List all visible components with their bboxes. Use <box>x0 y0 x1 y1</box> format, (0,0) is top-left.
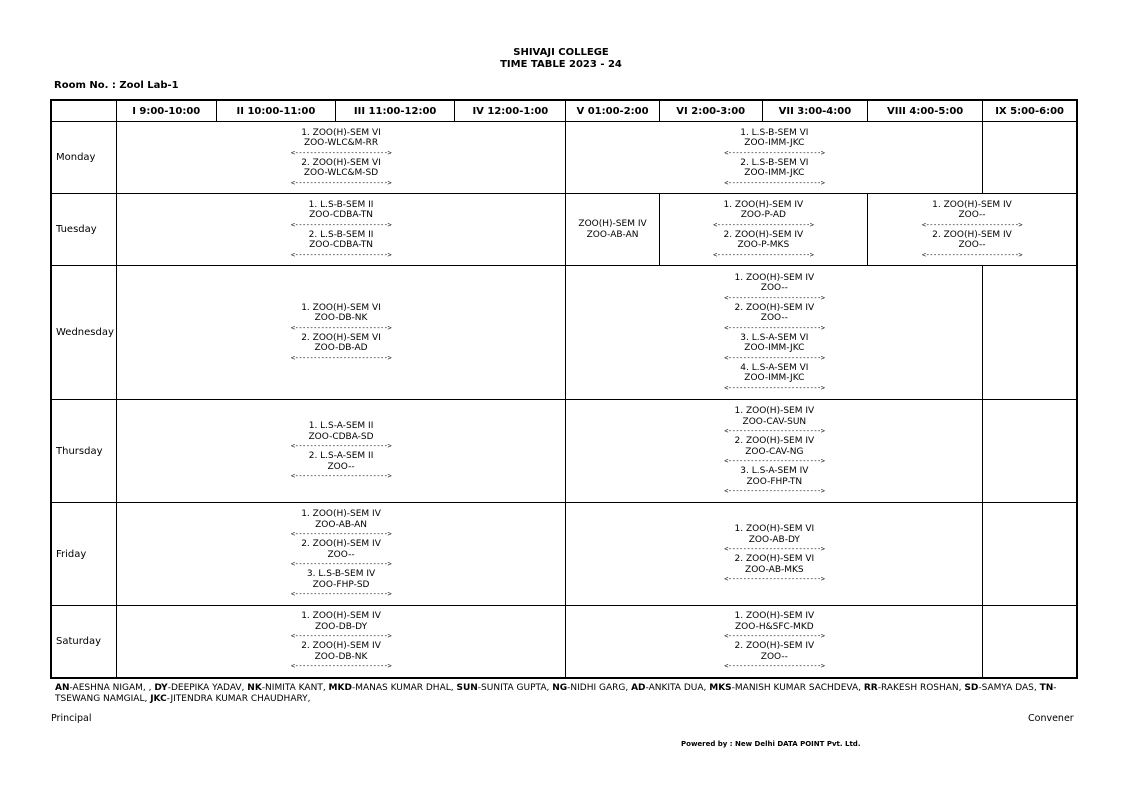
class-paper: ZOO-- <box>327 461 355 472</box>
class-course: 2. ZOO(H)-SEM IV <box>734 302 815 313</box>
faculty-name: -NIMITA KANT, <box>261 683 329 693</box>
class-paper: ZOO-DB-NK <box>314 651 368 662</box>
class-course: 3. L.S-B-SEM IV <box>306 569 376 579</box>
class-slot <box>566 266 983 400</box>
day-row <box>51 122 1077 194</box>
faculty-name: -RAKESH ROSHAN, <box>877 683 965 693</box>
room-number: Room No. : Zool Lab-1 <box>54 80 179 91</box>
span-arrow: <-------------------------> <box>290 442 392 450</box>
day-row <box>51 194 1077 266</box>
class-entry <box>566 219 658 240</box>
class-course: 1. ZOO(H)-SEM IV <box>734 406 815 416</box>
class-course: 2. ZOO(H)-SEM IV <box>734 436 815 446</box>
day-row <box>51 606 1077 678</box>
class-entry <box>566 436 982 466</box>
class-entry <box>117 569 566 599</box>
class-paper: ZOO-CAV-NG <box>745 446 804 457</box>
class-entry <box>566 128 982 158</box>
faculty-code: MKD <box>328 683 352 693</box>
class-slot <box>116 606 566 678</box>
class-paper: ZOO-CDBA-TN <box>309 240 373 250</box>
class-course: 1. ZOO(H)-SEM VI <box>301 302 381 313</box>
faculty-code: TN <box>1039 683 1054 693</box>
class-paper: ZOO-IMM-JKC <box>744 343 805 353</box>
class-paper: ZOO-- <box>327 549 355 560</box>
span-arrow: <-------------------------> <box>724 178 825 187</box>
span-arrow: <-------------------------> <box>724 457 825 465</box>
class-course: 2. L.S-A-SEM II <box>308 451 374 461</box>
class-entry <box>117 451 566 481</box>
period-header-row <box>51 100 1077 122</box>
class-paper: ZOO-WLC&M-RR <box>303 138 379 148</box>
class-paper: ZOO-- <box>958 240 986 250</box>
class-entry <box>117 303 566 333</box>
class-entry <box>868 200 1076 230</box>
class-slot <box>116 266 566 400</box>
class-course: 1. ZOO(H)-SEM IV <box>734 611 815 622</box>
class-entry <box>566 158 982 188</box>
faculty-name: -ANKITA DUA, <box>645 683 710 693</box>
class-paper: ZOO-AB-AN <box>315 519 367 530</box>
period-header: IV 12:00-1:00 <box>455 100 566 122</box>
faculty-name: -SAMYA DAS, <box>978 683 1040 693</box>
faculty-name: -SUNITA GUPTA, <box>477 683 553 693</box>
class-paper: ZOO-IMM-JKC <box>744 168 805 178</box>
day-label: Wednesday <box>51 266 116 400</box>
class-course: 2. ZOO(H)-SEM IV <box>932 229 1012 240</box>
faculty-code: SD <box>964 683 979 693</box>
empty-slot <box>983 122 1077 194</box>
day-label: Tuesday <box>51 194 116 266</box>
faculty-name: -AESHNA NIGAM, , <box>69 683 155 693</box>
span-arrow: <-------------------------> <box>921 220 1023 229</box>
class-course: 1. L.S-B-SEM VI <box>740 127 809 138</box>
class-paper: ZOO-AB-AN <box>586 229 639 240</box>
day-label: Friday <box>51 503 116 606</box>
faculty-code: AD <box>631 683 646 693</box>
class-paper: ZOO-AB-DY <box>748 534 800 545</box>
faculty-code: RR <box>863 683 878 693</box>
class-entry <box>117 230 566 260</box>
period-header: II 10:00-11:00 <box>216 100 335 122</box>
class-entry <box>566 303 982 333</box>
span-arrow: <-------------------------> <box>290 178 392 187</box>
faculty-code: JKC <box>150 694 167 704</box>
faculty-legend <box>55 683 1065 705</box>
class-entry <box>117 509 566 539</box>
class-entry <box>566 406 982 436</box>
class-course: 1. ZOO(H)-SEM VI <box>301 127 381 138</box>
class-slot <box>116 400 566 503</box>
class-course: 4. L.S-A-SEM VI <box>740 362 809 373</box>
faculty-code: MKS <box>709 683 732 693</box>
span-arrow: <-------------------------> <box>290 250 392 259</box>
class-slot <box>566 122 983 194</box>
class-course: 2. ZOO(H)-SEM VI <box>301 157 381 168</box>
faculty-code: DY <box>154 683 168 693</box>
class-paper: ZOO-AB-MKS <box>745 564 804 575</box>
class-course: 3. L.S-A-SEM VI <box>740 332 809 343</box>
class-course: 2. ZOO(H)-SEM VI <box>301 332 381 343</box>
principal-label: Principal <box>51 713 92 724</box>
class-paper: ZOO-P-MKS <box>737 240 790 250</box>
period-header: VIII 4:00-5:00 <box>868 100 983 122</box>
college-name: SHIVAJI COLLEGE <box>513 47 609 58</box>
span-arrow: <-------------------------> <box>290 590 392 598</box>
faculty-name: -JITENDRA KUMAR CHAUDHARY, <box>166 694 311 704</box>
class-paper: ZOO-DB-DY <box>314 621 368 632</box>
class-entry <box>117 641 566 671</box>
class-paper: ZOO-DB-AD <box>314 343 368 353</box>
class-course: 1. ZOO(H)-SEM IV <box>723 199 804 210</box>
span-arrow: <-------------------------> <box>290 560 392 568</box>
class-entry <box>117 421 566 451</box>
span-arrow: <-------------------------> <box>921 250 1023 259</box>
class-paper: ZOO-FHP-TN <box>746 476 803 487</box>
span-arrow: <-------------------------> <box>724 662 825 671</box>
span-arrow: <-------------------------> <box>290 632 392 641</box>
corner-cell <box>51 100 116 122</box>
class-entry <box>660 200 867 230</box>
faculty-name: -DEEPIKA YADAV, <box>167 683 248 693</box>
class-entry <box>566 466 982 496</box>
faculty-code: NG <box>552 683 568 693</box>
timetable-body <box>51 122 1077 678</box>
span-arrow: <-------------------------> <box>290 472 392 480</box>
timetable-grid <box>50 99 1078 679</box>
span-arrow: <-------------------------> <box>290 662 392 671</box>
span-arrow: <-------------------------> <box>724 383 825 392</box>
class-entry <box>117 158 566 188</box>
class-entry <box>117 539 566 569</box>
class-course: 1. L.S-B-SEM II <box>308 199 374 210</box>
class-entry <box>566 611 982 641</box>
day-row <box>51 503 1077 606</box>
day-row <box>51 266 1077 400</box>
class-paper: ZOO-FHP-SD <box>312 579 370 590</box>
class-entry <box>117 333 566 363</box>
class-course: 2. ZOO(H)-SEM IV <box>734 641 815 652</box>
class-entry <box>117 200 566 230</box>
class-entry <box>660 230 867 260</box>
span-arrow: <-------------------------> <box>290 530 392 538</box>
span-arrow: <-------------------------> <box>724 353 825 362</box>
class-entry <box>566 554 982 584</box>
powered-by-credit: Powered by : New Delhi DATA POINT Pvt. Ltd. <box>681 740 861 748</box>
class-entry <box>566 524 982 554</box>
period-header: VII 3:00-4:00 <box>762 100 867 122</box>
span-arrow: <-------------------------> <box>724 575 825 583</box>
class-course: 2. ZOO(H)-SEM IV <box>301 641 381 652</box>
empty-slot <box>983 266 1077 400</box>
class-paper: ZOO-- <box>760 283 788 293</box>
class-course: 2. ZOO(H)-SEM IV <box>301 539 381 549</box>
period-header: IX 5:00-6:00 <box>983 100 1077 122</box>
class-slot <box>116 122 566 194</box>
class-course: ZOO(H)-SEM IV <box>578 219 647 229</box>
class-course: 1. ZOO(H)-SEM IV <box>301 611 381 622</box>
faculty-name: -MANISH KUMAR SACHDEVA, <box>731 683 864 693</box>
class-course: 1. ZOO(H)-SEM IV <box>301 509 381 519</box>
class-paper: ZOO-P-AD <box>740 210 786 220</box>
class-paper: ZOO-IMM-JKC <box>744 373 805 383</box>
faculty-name: -TSEWANG NAMGIAL, <box>55 683 1057 704</box>
class-slot <box>566 606 983 678</box>
span-arrow: <-------------------------> <box>724 323 825 332</box>
class-course: 2. L.S-B-SEM II <box>308 229 374 240</box>
class-slot <box>868 194 1077 266</box>
span-arrow: <-------------------------> <box>713 220 814 229</box>
class-course: 1. ZOO(H)-SEM VI <box>734 524 815 534</box>
class-course: 1. ZOO(H)-SEM IV <box>734 272 815 283</box>
class-entry <box>566 363 982 393</box>
day-label: Monday <box>51 122 116 194</box>
class-slot <box>116 194 566 266</box>
empty-slot <box>983 503 1077 606</box>
convener-label: Convener <box>1028 713 1074 724</box>
span-arrow: <-------------------------> <box>724 632 825 641</box>
class-entry <box>566 641 982 671</box>
day-label: Saturday <box>51 606 116 678</box>
span-arrow: <-------------------------> <box>290 353 392 362</box>
day-label: Thursday <box>51 400 116 503</box>
class-course: 2. ZOO(H)-SEM IV <box>723 229 804 240</box>
class-entry <box>868 230 1076 260</box>
span-arrow: <-------------------------> <box>724 148 825 157</box>
class-course: 3. L.S-A-SEM IV <box>740 466 809 476</box>
class-course: 2. L.S-B-SEM VI <box>740 157 809 168</box>
span-arrow: <-------------------------> <box>724 487 825 495</box>
faculty-name: -NIDHI GARG, <box>567 683 632 693</box>
span-arrow: <-------------------------> <box>724 427 825 435</box>
class-paper: ZOO-WLC&M-SD <box>303 168 379 178</box>
span-arrow: <-------------------------> <box>290 220 392 229</box>
faculty-code: SUN <box>456 683 478 693</box>
faculty-code: AN <box>55 683 70 693</box>
timetable-title: TIME TABLE 2023 - 24 <box>500 59 622 70</box>
class-paper: ZOO-- <box>760 313 788 323</box>
span-arrow: <-------------------------> <box>290 148 392 157</box>
class-entry <box>566 333 982 363</box>
class-paper: ZOO-DB-NK <box>314 313 368 323</box>
period-header: I 9:00-10:00 <box>116 100 216 122</box>
class-slot <box>659 194 867 266</box>
class-slot <box>566 400 983 503</box>
class-paper: ZOO-- <box>958 210 986 220</box>
period-header: V 01:00-2:00 <box>566 100 659 122</box>
class-slot <box>566 194 659 266</box>
class-course: 1. ZOO(H)-SEM IV <box>932 199 1012 210</box>
span-arrow: <-------------------------> <box>290 323 392 332</box>
span-arrow: <-------------------------> <box>724 293 825 302</box>
faculty-name: -MANAS KUMAR DHAL, <box>351 683 457 693</box>
class-slot <box>566 503 983 606</box>
class-paper: ZOO-CDBA-TN <box>309 210 373 220</box>
period-header: III 11:00-12:00 <box>336 100 455 122</box>
class-slot <box>116 503 566 606</box>
class-entry <box>117 611 566 641</box>
class-entry <box>117 128 566 158</box>
period-header: VI 2:00-3:00 <box>659 100 762 122</box>
class-paper: ZOO-IMM-JKC <box>744 138 805 148</box>
class-paper: ZOO-H&SFC-MKD <box>735 621 814 632</box>
class-course: 2. ZOO(H)-SEM VI <box>734 554 815 564</box>
faculty-code: NK <box>247 683 262 693</box>
empty-slot <box>983 400 1077 503</box>
empty-slot <box>983 606 1077 678</box>
class-paper: ZOO-CAV-SUN <box>742 416 807 427</box>
class-course: 1. L.S-A-SEM II <box>308 421 374 431</box>
span-arrow: <-------------------------> <box>713 250 814 259</box>
class-entry <box>566 273 982 303</box>
span-arrow: <-------------------------> <box>724 545 825 553</box>
class-paper: ZOO-CDBA-SD <box>308 431 374 442</box>
class-paper: ZOO-- <box>760 651 788 662</box>
day-row <box>51 400 1077 503</box>
